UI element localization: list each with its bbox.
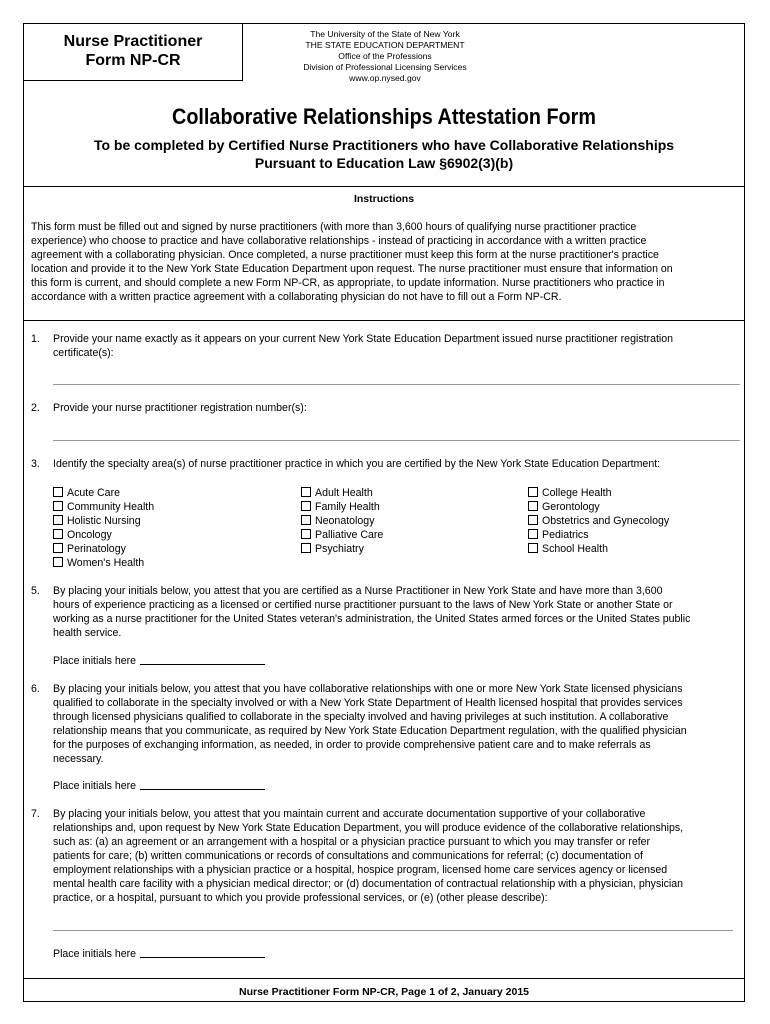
question-line: through licensed physicians qualified to collaborate in the specialty involved and having privileges at such institution. A collaborative — [53, 711, 669, 723]
registration-number-input-field[interactable] — [53, 440, 740, 441]
specialty-checkbox-school-health[interactable] — [528, 542, 669, 556]
specialty-checkbox-pediatrics[interactable] — [528, 528, 669, 542]
form-name-box — [23, 23, 243, 81]
question-text — [53, 682, 743, 766]
question-line: necessary. — [53, 753, 104, 765]
initials-label: Place initials here — [53, 655, 137, 667]
specialty-label: Psychiatry — [315, 543, 364, 555]
question-number: 6. — [31, 683, 40, 695]
agency-block — [270, 29, 500, 84]
question-line: qualified to collaborate in the specialty involved or with a New York State Department of Health licensed hospital that provides services — [53, 697, 683, 709]
specialty-checkbox-family-health[interactable] — [301, 500, 383, 514]
checkbox-icon[interactable] — [528, 529, 538, 539]
form-title: Collaborative Relationships Attestation Form — [172, 104, 596, 129]
checkbox-icon[interactable] — [301, 543, 311, 553]
checkbox-icon[interactable] — [53, 543, 63, 553]
question-line: certificate(s): — [53, 347, 114, 359]
specialty-checkbox-college-health[interactable] — [528, 486, 669, 500]
initials-label: Place initials here — [53, 780, 137, 792]
question-line: mental health care facility with a physician medical director; or (d) documentation of contractual relationship with a physician, physician — [53, 878, 684, 890]
specialty-checkbox-obstetrics-gynecology[interactable] — [528, 514, 669, 528]
question-line: relationships and, upon request by New York State Education Department, you will produce evidence of the collaborative relationships, — [53, 822, 684, 834]
checkbox-icon[interactable] — [528, 501, 538, 511]
checkbox-icon[interactable] — [53, 515, 63, 525]
specialty-label: Acute Care — [67, 487, 120, 499]
agency-line: Office of the Professions — [338, 51, 432, 61]
question-line: patients for care; (b) written communications or records of consultations and communications for referral; (c) documentation of — [53, 850, 643, 862]
question-line: health service. — [53, 627, 122, 639]
agency-website: www.op.nysed.gov — [349, 73, 421, 83]
instructions-line: This form must be filled out and signed by nurse practitioners (with more than 3,600 hours of qualifying nurse practitioner practice — [31, 221, 637, 233]
specialty-label: Community Health — [67, 501, 155, 513]
specialty-checkbox-oncology[interactable] — [53, 528, 154, 542]
agency-line: THE STATE EDUCATION DEPARTMENT — [305, 40, 465, 50]
question-line: By placing your initials below, you attest that you have collaborative relationships with one or more New York State licensed physicians — [53, 683, 683, 695]
specialty-label: Gerontology — [542, 501, 600, 513]
specialty-label: College Health — [542, 487, 612, 499]
checkbox-icon[interactable] — [528, 543, 538, 553]
instructions-line: agreement with a collaborating physician. Once completed, a nurse practitioner must keep this form at the nurse practitioner's practice — [31, 249, 659, 261]
other-description-input-field[interactable] — [53, 930, 733, 931]
specialty-label: School Health — [542, 543, 608, 555]
specialty-checkbox-holistic-nursing[interactable] — [53, 514, 154, 528]
subtitle-line: Pursuant to Education Law §6902(3)(b) — [254, 155, 514, 171]
initials-row-5 — [53, 654, 265, 667]
specialty-column-3 — [528, 486, 669, 556]
question-number: 2. — [31, 402, 40, 414]
instructions-line: this form is current, and should complete a new Form NP-CR, as appropriate, to update information. Nurse practitioners who practice in — [31, 277, 665, 289]
specialty-label: Perinatology — [67, 543, 126, 555]
form-name-line1: Nurse Practitioner — [63, 33, 203, 50]
question-line: practice, or a hospital, pursuant to which you provide professional services, or (e) (other please describe): — [53, 892, 548, 904]
specialty-label: Family Health — [315, 501, 380, 513]
initials-label: Place initials here — [53, 948, 137, 960]
specialty-checkbox-neonatology[interactable] — [301, 514, 383, 528]
question-line: By placing your initials below, you attest that you are certified as a Nurse Practitioner in New York State and have more than 3,600 — [53, 585, 663, 597]
checkbox-icon[interactable] — [53, 487, 63, 497]
checkbox-icon[interactable] — [528, 515, 538, 525]
specialty-checkbox-palliative-care[interactable] — [301, 528, 383, 542]
specialty-column-2 — [301, 486, 383, 556]
question-line: relationship means that you communicate, as required by New York State Education Department regulation, with the qualified physician — [53, 725, 687, 737]
question-text: Provide your nurse practitioner registration number(s): — [53, 402, 307, 414]
specialty-checkbox-community-health[interactable] — [53, 500, 154, 514]
question-line: Provide your name exactly as it appears on your current New York State Education Department issued nurse practitioner registration — [53, 333, 674, 345]
checkbox-icon[interactable] — [53, 501, 63, 511]
specialty-label: Adult Health — [315, 487, 373, 499]
checkbox-icon[interactable] — [301, 501, 311, 511]
specialty-column-1 — [53, 486, 154, 570]
question-line: working as a nurse practitioner for the United States veteran's administration, the United States armed forces or the United States public — [53, 613, 691, 625]
specialty-checkbox-womens-health[interactable] — [53, 556, 154, 570]
question-number: 1. — [31, 333, 40, 345]
instructions-heading: Instructions — [353, 193, 415, 205]
specialty-label: Pediatrics — [542, 529, 589, 541]
question-line: such as: (a) an agreement or an arrangement with a hospital or a physician practice pursuant to which you may transfer or refer — [53, 836, 651, 848]
question-line: hours of experience practicing as a licensed or certified nurse practitioner pursuant to the laws of New York State or another State or — [53, 599, 673, 611]
form-name-line2: Form NP-CR — [85, 52, 181, 69]
question-text: Identify the specialty area(s) of nurse practitioner practice in which you are certified by the New York State Education Department: — [53, 458, 661, 470]
question-line: employment relationships with a physician practice or a hospital, hospice program, licensed home care services agency or licensed — [53, 864, 668, 876]
instructions-line: accordance with a written practice agreement with a collaborating physician do not have to fill out a Form NP-CR. — [31, 291, 562, 303]
specialty-checkbox-acute-care[interactable] — [53, 486, 154, 500]
instructions-line: location and provide it to the New York State Education Department upon request. The nurse practitioner must ensure that information on — [31, 263, 673, 275]
specialty-checkbox-perinatology[interactable] — [53, 542, 154, 556]
agency-line: Division of Professional Licensing Services — [303, 62, 467, 72]
name-input-field[interactable] — [53, 384, 740, 385]
specialty-label: Neonatology — [315, 515, 375, 527]
question-number: 7. — [31, 808, 40, 820]
specialty-label: Women's Health — [67, 557, 145, 569]
question-text — [53, 807, 743, 905]
question-text — [53, 332, 743, 360]
initials-input-field[interactable] — [140, 654, 265, 665]
initials-row-7 — [53, 947, 265, 960]
specialty-checkbox-psychiatry[interactable] — [301, 542, 383, 556]
page-footer: Nurse Practitioner Form NP-CR, Page 1 of 2, January 2015 — [238, 986, 530, 998]
question-line: By placing your initials below, you attest that you maintain current and accurate documentation supportive of your collaborative — [53, 808, 646, 820]
checkbox-icon[interactable] — [301, 515, 311, 525]
initials-input-field[interactable] — [140, 947, 265, 958]
question-number: 3. — [31, 458, 40, 470]
checkbox-icon[interactable] — [301, 529, 311, 539]
specialty-label: Palliative Care — [315, 529, 384, 541]
question-text — [53, 584, 743, 640]
subtitle-line: To be completed by Certified Nurse Practitioners who have Collaborative Relationships — [93, 137, 675, 153]
initials-input-field[interactable] — [140, 779, 265, 790]
divider — [23, 978, 745, 979]
question-line: for the purposes of exchanging information, as needed, in order to provide comprehensive patient care and to make referrals as — [53, 739, 651, 751]
specialty-checkbox-adult-health[interactable] — [301, 486, 383, 500]
question-number: 5. — [31, 585, 40, 597]
instructions-text — [31, 220, 743, 304]
divider — [23, 320, 745, 321]
checkbox-icon[interactable] — [53, 529, 63, 539]
divider — [23, 186, 745, 187]
initials-row-6 — [53, 779, 265, 792]
form-subtitle — [23, 136, 745, 172]
agency-line: The University of the State of New York — [310, 29, 460, 39]
checkbox-icon[interactable] — [53, 557, 63, 567]
specialty-label: Obstetrics and Gynecology — [542, 515, 670, 527]
specialty-label: Oncology — [67, 529, 112, 541]
checkbox-icon[interactable] — [301, 487, 311, 497]
specialty-label: Holistic Nursing — [67, 515, 141, 527]
specialty-checkbox-gerontology[interactable] — [528, 500, 669, 514]
instructions-line: experience) who choose to practice and have collaborative relationships - instead of practicing in accordance with a written practice — [31, 235, 647, 247]
checkbox-icon[interactable] — [528, 487, 538, 497]
